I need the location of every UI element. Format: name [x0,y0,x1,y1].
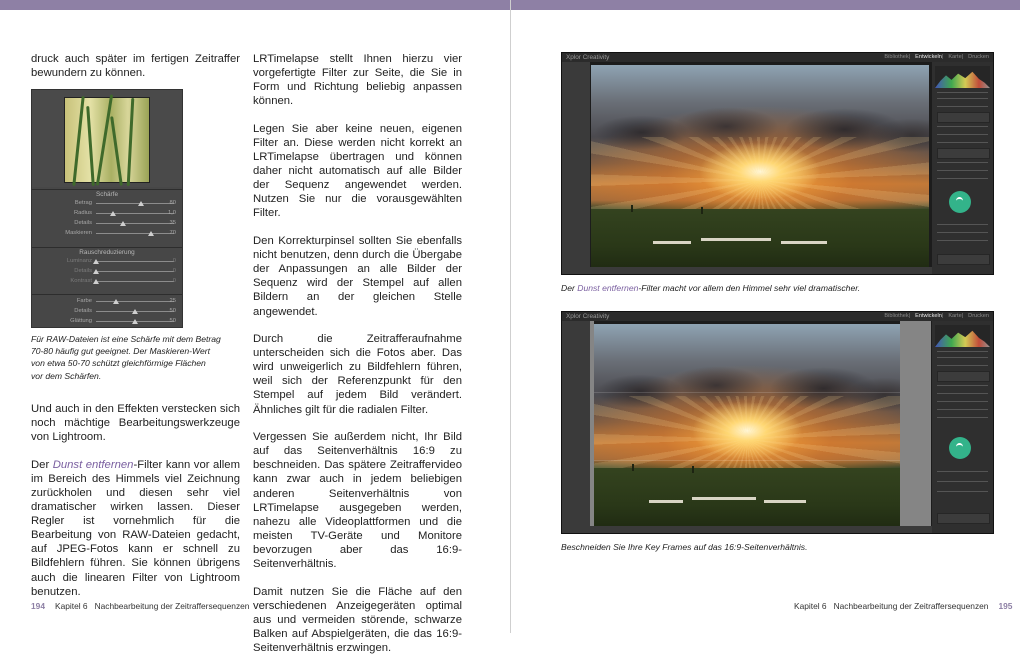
term-dunst-entfernen: Dunst entfernen [577,283,639,293]
paragraph: Legen Sie aber keine neuen, eigenen Filter an. Diese werden nicht korrekt an LRTimelapse übertragen und können daher nicht automatisch auf alle Bilder der Sequenz angewendet werden. Nutzen Sie nur die vorausgewählten Filter. [253,122,462,220]
slider-knob[interactable] [132,319,138,324]
caption-line: vor dem Schärfen. [31,370,102,381]
app-title: Xplor Creativity [566,313,610,320]
slider-row[interactable] [32,307,182,317]
slider-label: Kontrast [70,278,92,284]
slider-row[interactable] [32,199,182,209]
slider-knob[interactable] [110,211,116,216]
slider-value: 35 [169,220,176,226]
left-footer [21,601,249,611]
slider-knob[interactable] [93,259,99,264]
slider-row[interactable] [32,297,182,307]
module-picker: Bibliothek| Entwickeln| Karte| Drucken [884,313,989,319]
paragraph: Den Korrekturpinsel sollten Sie ebenfalls nicht benutzen, denn durch die Übergabe der Anpassungen an alle Bilder der Sequenz wird der Stempel auf allen Bildern an der gleichen Stelle angewendet. [253,235,462,318]
module-library[interactable]: Bibliothek [884,54,909,60]
noise-reduction-section [32,247,182,287]
slider-value: 80 [169,200,176,206]
slider-knob[interactable] [113,299,119,304]
app-topbar [562,53,993,62]
slider-label: Glättung [70,318,92,324]
caption-line: von etwa 50-70 schützt gleichförmige Flächen [31,358,206,369]
paragraph: LRTimelapse stellt Ihnen hierzu vier vorgefertigte Filter zur Seite, die Sie in Form und Richtung beliebig anpassen können. [253,53,462,108]
slider-value: 0 [172,278,176,284]
top-color-band [511,0,1020,10]
module-develop[interactable]: Entwickeln [915,54,942,60]
slider-knob[interactable] [93,269,99,274]
module-print[interactable]: Drucken [968,313,989,319]
panel-button[interactable] [937,148,990,159]
slider-row[interactable] [32,229,182,239]
develop-right-panel [932,321,993,533]
sunset-photo [591,65,929,270]
slider-label: Radius [73,210,92,216]
module-develop[interactable]: Entwickeln [915,313,942,319]
slider-knob[interactable] [120,221,126,226]
panel-button[interactable] [937,371,990,382]
panel-button[interactable] [937,513,990,524]
section-title-noise: Rauschreduzierung [79,249,135,256]
app-topbar [562,312,993,321]
right-footer [794,601,1022,611]
chapter-label: Kapitel 6 [54,601,88,611]
slider-row[interactable] [32,209,182,219]
module-library[interactable]: Bibliothek [884,313,909,319]
slider-value: 0 [172,268,176,274]
slider-label: Betrag [74,200,92,206]
slider-label: Luminanz [66,258,92,264]
right-column [253,52,462,669]
slider-knob[interactable] [132,309,138,314]
chapter-label: Kapitel 6 [794,601,827,611]
reset-circle-icon[interactable] [949,191,971,213]
filmstrip-bar [590,526,932,533]
slider-value: 0 [172,258,176,264]
module-print[interactable]: Drucken [968,54,989,60]
paragraph-continuation: druck auch später im fertigen Zeitraffer bewundern zu können. [31,53,240,80]
caption-line: 70-80 häufig gut geeignet. Der Maskieren-Wert [31,346,210,357]
caption-line: Für RAW-Dateien ist eine Schärfe mit dem Betrag [31,334,221,344]
slider-knob[interactable] [93,279,99,284]
filmstrip-bar [590,267,932,274]
panel-button[interactable] [937,112,990,123]
module-picker: Bibliothek| Entwickeln| Karte| Drucken [884,54,989,60]
panel-button[interactable] [937,254,990,265]
slider-knob[interactable] [138,201,144,206]
module-map[interactable]: Karte [948,313,962,319]
paragraph-dunst: Der Dunst entfernen-Filter kann vor allem im Bereich des Himmels viel Zeichnung zurückholen und diesen sehr viel dramatischer wirken lassen. Dieser Regler ist vornehmlich für die Bearbeitung von RAW-Dateien gedacht, auf JPEG-Fotos kann er schnell zu Bildfehlern führen. Sie können übrigens auch die linearen Filter von Lightroom benutzen. [31,458,240,598]
slider-label: Maskieren [65,230,92,236]
slider-value: 1,0 [167,210,176,216]
reset-circle-icon[interactable] [949,437,971,459]
sharpening-section [32,189,182,239]
sunset-photo-cropped [594,324,900,529]
chapter-title: Nachbearbeitung der Zeitraffersequenzen [94,601,250,611]
lightroom-screenshot-crop [561,311,994,534]
figure-caption-dehaze: Der Dunst entfernen-Filter macht vor allem den Himmel sehr viel dramatischer. [561,283,861,293]
slider-value: 50 [169,318,176,324]
left-page [0,0,510,654]
left-column-top [31,52,240,94]
paragraph: Damit nutzen Sie die Fläche auf den verschiedenen Anzeigegeräten optimal aus und vermeiden störende, schwarze Balken auf Abspielgeräten, die das 16:9-Seitenverhältnis erzwingen. [253,585,462,654]
page-number: 194 [31,601,45,611]
slider-label: Details [74,268,92,274]
left-panel [562,62,590,274]
slider-row[interactable] [32,257,182,267]
histogram [935,325,990,347]
preview-image [64,97,150,183]
slider-label: Details [74,308,92,314]
slider-value: 50 [169,308,176,314]
slider-knob[interactable] [148,231,154,236]
slider-label: Farbe [76,298,92,304]
paragraph: Vergessen Sie außerdem nicht, Ihr Bild auf das Seitenverhältnis 16:9 zu beschneiden. Das spätere Zeitraffervideo kann zwar auch in jedem beliebigen anderen Seitenverhältnis von LRTimelapse ausgegeben werden, nahezu alle Videoplattformen und die meisten TV-Geräte und Monitore bevorzugen aber das 16:9-Seitenverhältnis. [253,431,462,570]
left-column-bottom [31,402,240,612]
chapter-title: Nachbearbeitung der Zeitraffersequenzen [833,601,989,611]
slider-row[interactable] [32,317,182,327]
slider-row[interactable] [32,277,182,287]
slider-value: 70 [169,230,176,236]
develop-right-panel [932,62,993,274]
lightroom-detail-panel-figure [31,89,183,328]
histogram [935,66,990,88]
slider-row[interactable] [32,219,182,229]
detail-preview [32,90,182,187]
left-panel [562,321,590,533]
paragraph: Durch die Zeitrafferaufnahme unterscheiden sich die Fotos aber. Das wird unweigerlich zu Bildfehlern führen, weil sich der Referenzpunkt für den Stempel auf jedem Bild verändert. Ähnliches gilt für die radialen Filter. [253,333,462,416]
section-title-sharpening: Schärfe [95,191,119,198]
module-map[interactable]: Karte [948,54,962,60]
paragraph-effects: Und auch in den Effekten verstecken sich noch mächtige Bearbeitungswerkzeuge von Lightroom. [31,403,240,444]
color-noise-section [32,294,182,327]
term-dunst-entfernen: Dunst entfernen [52,458,134,471]
figure-caption-crop: Beschneiden Sie Ihre Key Frames auf das 16:9-Seitenverhältnis. [561,542,808,552]
app-title: Xplor Creativity [566,54,610,61]
slider-label: Details [74,220,92,226]
slider-value: 25 [169,298,176,304]
figure-caption-sharpening [31,333,231,382]
page-number: 195 [998,601,1013,611]
slider-row[interactable] [32,267,182,277]
top-color-band [0,0,510,10]
lightroom-screenshot-dehaze [561,52,994,275]
